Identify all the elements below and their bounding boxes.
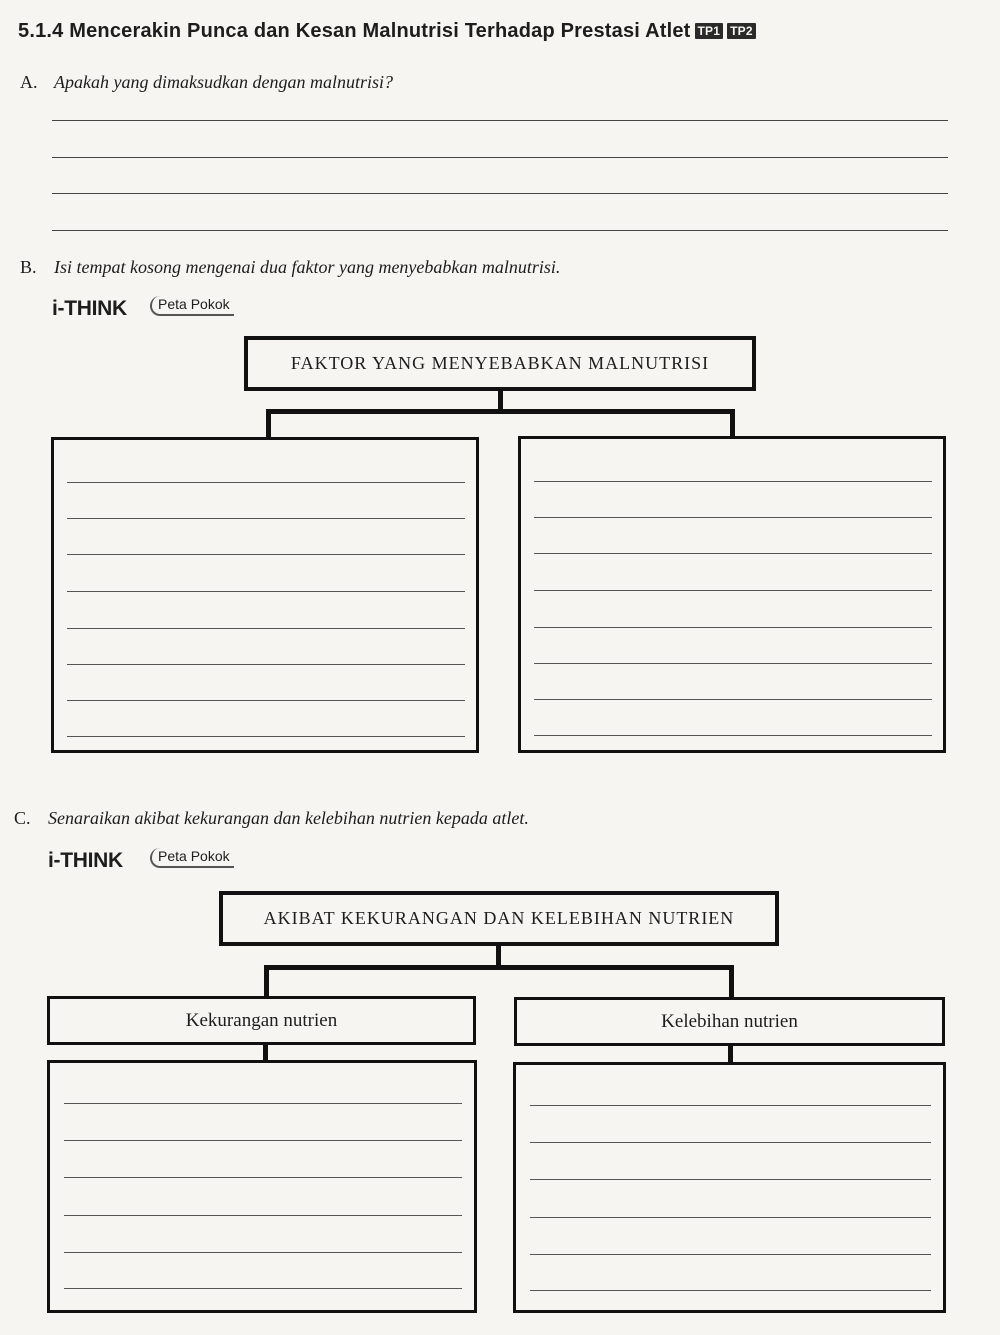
connector-sub-left xyxy=(263,1045,268,1061)
writing-line xyxy=(67,554,465,555)
factor-box-right[interactable] xyxy=(518,436,946,753)
question-c-text: Senaraikan akibat kekurangan dan kelebihan nutrien kepada atlet. xyxy=(48,808,529,828)
connector-bar-c xyxy=(264,965,734,970)
writing-line xyxy=(530,1290,931,1291)
writing-line xyxy=(67,700,465,701)
answer-line-a-2[interactable] xyxy=(52,157,948,158)
connector-right-c xyxy=(729,965,734,997)
writing-line xyxy=(67,518,465,519)
writing-line xyxy=(64,1252,462,1253)
writing-line xyxy=(530,1254,931,1255)
question-a-text: Apakah yang dimaksudkan dengan malnutrisi? xyxy=(54,72,393,92)
factor-box-left[interactable] xyxy=(51,437,479,753)
writing-line xyxy=(64,1215,462,1216)
connector-sub-right xyxy=(728,1046,733,1062)
tree-root-akibat: AKIBAT KEKURANGAN DAN KELEBIHAN NUTRIEN xyxy=(219,891,779,946)
question-b-letter: B. xyxy=(20,257,37,277)
kelebihan-answer-box[interactable] xyxy=(513,1062,946,1313)
writing-line xyxy=(534,590,932,591)
tp2-badge: TP2 xyxy=(727,23,756,39)
ithink-map-type-c: Peta Pokok xyxy=(150,848,234,868)
writing-line xyxy=(534,663,932,664)
answer-line-a-4[interactable] xyxy=(52,230,948,231)
writing-line xyxy=(67,591,465,592)
writing-line xyxy=(67,628,465,629)
answer-line-a-3[interactable] xyxy=(52,193,948,194)
branch-kelebihan: Kelebihan nutrien xyxy=(514,997,945,1046)
writing-line xyxy=(67,736,465,737)
writing-line xyxy=(530,1142,931,1143)
writing-line xyxy=(67,664,465,665)
writing-line xyxy=(64,1288,462,1289)
question-c-letter: C. xyxy=(14,808,31,828)
answer-line-a-1[interactable] xyxy=(52,120,948,121)
question-a xyxy=(20,72,393,93)
writing-line xyxy=(534,735,932,736)
question-a-letter: A. xyxy=(20,72,38,92)
writing-line xyxy=(530,1217,931,1218)
writing-line xyxy=(64,1103,462,1104)
ithink-label-b: i-THINK xyxy=(52,297,127,320)
question-b xyxy=(20,257,560,278)
kekurangan-answer-box[interactable] xyxy=(47,1060,477,1313)
writing-line xyxy=(534,481,932,482)
writing-line xyxy=(534,699,932,700)
ithink-label-c: i-THINK xyxy=(48,849,123,872)
page-title xyxy=(18,20,756,43)
question-b-text: Isi tempat kosong mengenai dua faktor yang menyebabkan malnutrisi. xyxy=(54,257,561,277)
writing-line xyxy=(64,1177,462,1178)
writing-line xyxy=(534,627,932,628)
tp1-badge: TP1 xyxy=(695,23,724,39)
writing-line xyxy=(534,553,932,554)
writing-line xyxy=(530,1179,931,1180)
tree-root-faktor: FAKTOR YANG MENYEBABKAN MALNUTRISI xyxy=(244,336,756,391)
connector-bar-b xyxy=(266,409,735,414)
title-text: 5.1.4 Mencerakin Punca dan Kesan Malnutrisi Terhadap Prestasi Atlet xyxy=(18,20,691,42)
connector-left-c xyxy=(264,965,269,997)
writing-line xyxy=(64,1140,462,1141)
connector-left-b xyxy=(266,409,271,437)
writing-line xyxy=(67,482,465,483)
writing-line xyxy=(534,517,932,518)
ithink-map-type-b: Peta Pokok xyxy=(150,296,234,316)
connector-right-b xyxy=(730,409,735,437)
writing-line xyxy=(530,1105,931,1106)
question-c xyxy=(14,808,529,829)
branch-kekurangan: Kekurangan nutrien xyxy=(47,996,476,1045)
